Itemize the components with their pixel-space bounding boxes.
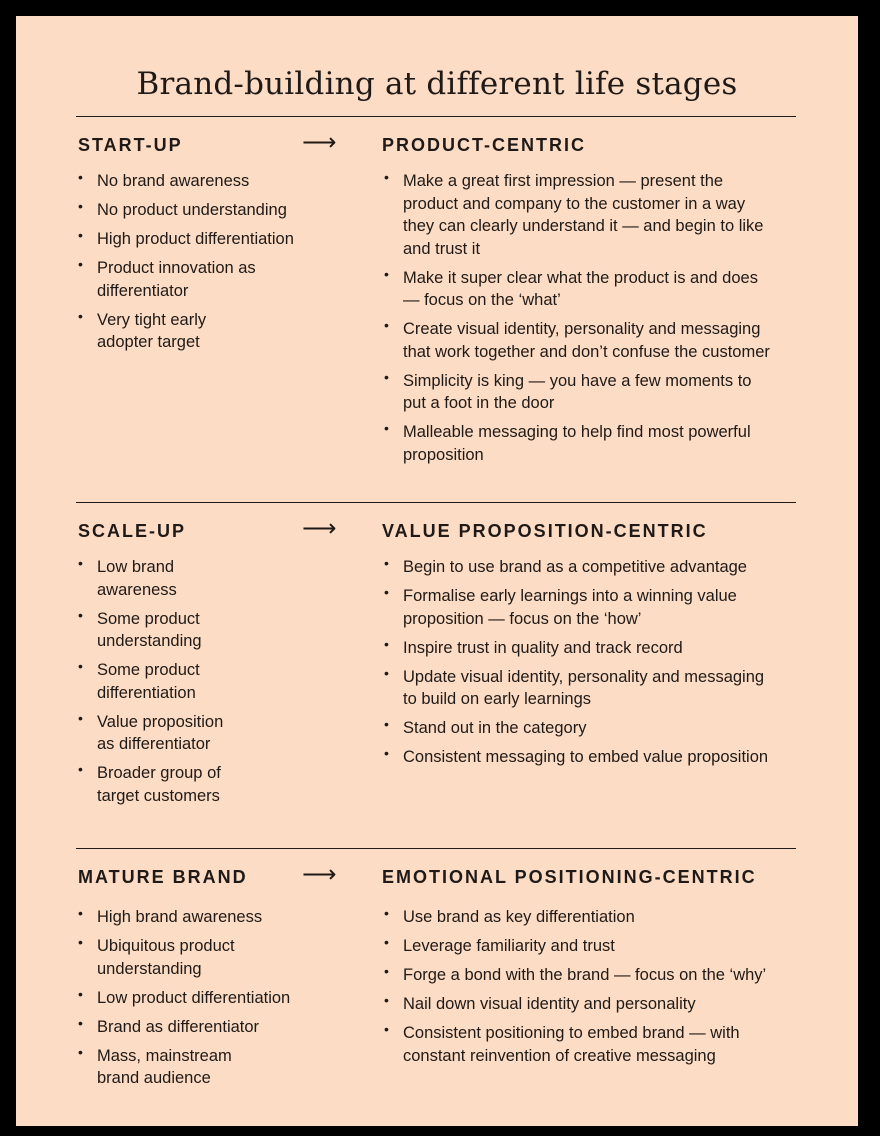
item-line: differentiator [97,281,189,300]
list-item [382,318,802,363]
bullet-icon: • [78,985,83,1002]
section-scale-up [76,502,796,843]
list-item [76,170,326,193]
item-line: adopter target [97,333,200,351]
focus-heading: VALUE PROPOSITION-CENTRIC [382,521,708,541]
item-line: Update visual identity, personality and messaging [403,667,765,686]
list-item [382,267,802,312]
bullet-icon: • [384,368,389,385]
brand-focus-list [382,906,802,1074]
bullet-icon: • [384,555,389,571]
list-item [76,257,326,302]
bullet-icon: • [78,227,83,243]
list-item [76,608,326,653]
item-line: proposition — focus on the ‘how’ [403,609,642,628]
bullet-icon: • [78,169,83,185]
item-line: Leverage familiarity and trust [403,937,615,955]
item-line: Stand out in the category [403,719,587,737]
item-line: No product understanding [97,201,287,219]
item-line: brand audience [97,1069,211,1087]
list-item [382,746,802,769]
item-line: Broader group of [97,764,221,782]
item-line: Value proposition [97,712,224,731]
list-item [76,906,326,929]
bullet-icon: • [384,716,389,732]
item-line: Brand as differentiator [97,1017,260,1036]
item-line: Consistent positioning to embed brand — with [403,1024,740,1042]
bullet-icon: • [384,584,389,600]
list-item [382,717,802,740]
item-line: Make it super clear what the product is and does [403,268,758,287]
bullet-icon: • [384,664,389,681]
list-item [76,309,326,354]
item-line: High brand awareness [97,908,263,926]
list-item [382,993,802,1016]
bullet-icon: • [78,1043,83,1060]
stage-heading: MATURE BRAND [78,867,248,887]
list-item [382,935,802,958]
bullet-icon: • [78,934,83,950]
item-line: Very tight early [97,310,207,329]
item-line: Make a great first impression — present the [403,172,724,190]
list-item [382,370,802,415]
arrow-right-icon: ⟶ [302,128,337,156]
bullet-icon: • [384,420,389,436]
bullet-icon: • [384,963,389,979]
item-line: Some product [97,661,200,679]
stage-characteristics-list [76,556,326,814]
item-line: understanding [97,632,202,650]
list-item [382,964,802,987]
list-item [382,585,802,630]
item-line: Ubiquitous product [97,937,235,955]
list-item [382,421,802,466]
brand-focus-list [382,170,802,473]
item-line: Simplicity is king — you have a few moments to [403,371,752,390]
list-item [76,935,326,980]
item-line: put a foot in the door [403,394,555,412]
item-line: they can clearly understand it — and begin to like [403,217,764,235]
item-line: Low brand [97,558,175,576]
bullet-icon: • [78,606,83,623]
item-line: Forge a bond with the brand — focus on the ‘why’ [403,966,767,984]
item-line: and trust it [403,239,481,258]
item-line: Product innovation as [97,259,256,277]
list-item [382,170,802,260]
item-line: proposition [403,445,484,464]
stage-heading: SCALE-UP [78,521,187,541]
list-item [76,987,326,1010]
bullet-icon: • [78,905,83,921]
arrow-right-icon: ⟶ [302,514,337,542]
bullet-icon: • [384,934,389,950]
bullet-icon: • [78,307,83,324]
list-item [382,637,802,660]
item-line: Begin to use brand as a competitive advantage [403,558,747,576]
item-line: Some product [97,609,200,628]
page-title: Brand-building at different life stages [136,66,738,102]
item-line: differentiation [97,683,196,702]
list-item [76,659,326,704]
bullet-icon: • [384,745,389,761]
bullet-icon: • [384,992,389,1008]
bullet-icon: • [78,658,83,674]
list-item [76,199,326,222]
list-item [382,906,802,929]
bullet-icon: • [78,709,83,726]
bullet-icon: • [78,555,83,571]
bullet-icon: • [78,761,83,777]
list-item [76,228,326,251]
list-item [382,1022,802,1067]
bullet-icon: • [78,198,83,214]
item-line: product and company to the customer in a way [403,194,746,213]
item-line: — focus on the ‘what’ [403,291,561,309]
item-line: Nail down visual identity and personality [403,995,696,1013]
bullet-icon: • [384,169,389,185]
bullet-icon: • [78,256,83,272]
item-line: Inspire trust in quality and track record [403,638,683,657]
list-item [76,1045,326,1090]
bullet-icon: • [384,265,389,282]
list-item [76,711,326,756]
list-item [382,556,802,579]
stage-characteristics-list [76,906,326,1096]
item-line: High product differentiation [97,230,294,248]
section-mature-brand [76,848,796,1109]
list-item [76,556,326,601]
arrow-right-icon: ⟶ [302,860,337,888]
item-line: target customers [97,786,220,805]
item-line: as differentiator [97,735,211,753]
item-line: awareness [97,580,177,599]
item-line: Consistent messaging to embed value proposition [403,748,769,766]
item-line: Formalise early learnings into a winning value [403,587,737,605]
item-line: Use brand as key differentiation [403,908,635,926]
item-line: No brand awareness [97,172,250,190]
stage-characteristics-list [76,170,326,360]
item-line: Low product differentiation [97,988,291,1007]
focus-heading: PRODUCT-CENTRIC [382,135,586,155]
stage-heading: START-UP [78,135,183,155]
bullet-icon: • [384,1021,389,1037]
item-line: understanding [97,959,202,978]
item-line: Create visual identity, personality and messaging [403,320,761,338]
item-line: constant reinvention of creative messaging [403,1046,716,1065]
focus-heading: EMOTIONAL POSITIONING-CENTRIC [382,867,757,887]
bullet-icon: • [384,635,389,652]
item-line: that work together and don’t confuse the customer [403,342,770,361]
brand-focus-list [382,556,802,775]
bullet-icon: • [78,1014,83,1031]
infographic-page [16,16,858,1126]
list-item [382,666,802,711]
list-item [76,1016,326,1039]
list-item [76,762,326,807]
item-line: to build on early learnings [403,690,592,708]
item-line: Malleable messaging to help find most powerful [403,423,751,441]
section-start-up [76,116,796,497]
item-line: Mass, mainstream [97,1046,232,1065]
bullet-icon: • [384,905,389,921]
bullet-icon: • [384,317,389,333]
